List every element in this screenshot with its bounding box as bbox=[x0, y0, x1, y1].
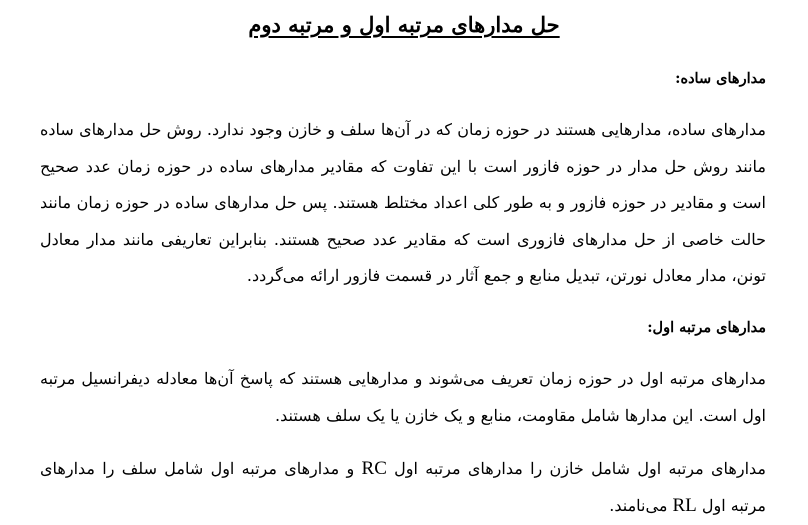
rc-term: RC bbox=[361, 458, 387, 479]
paragraph-rc-rl-circuits bbox=[40, 451, 766, 524]
paragraph-simple-circuits: مدارهای ساده، مدارهایی هستند در حوزه زمان که در آن‌ها سلف و خازن وجود ندارد. روش حل مدارهای ساده مانند روش حل مدار در حوزه فازور است با این تفاوت که مقادیر مدارهای ساده در حوزه زمان عدد صحیح است و مقادیر در حوزه فازور و به طور کلی اعداد مختلط هستند. پس حل مدارهای ساده در حوزه زمان مانند حالت خاصی از حل مدارهای فازوری است که مقادیر عدد صحیح هستند. بنابراین تعاریفی مانند مدار معادل تونن، مدار معادل نورتن، تبدیل منابع و جمع آثار در قسمت فازور ارائه می‌گردد. bbox=[40, 120, 766, 285]
rc-rl-text-part-1: مدارهای مرتبه اول شامل خازن را مدارهای مرتبه اول bbox=[394, 459, 766, 478]
document-title: حل مدارهای مرتبه اول و مرتبه دوم bbox=[248, 12, 560, 37]
section-heading-first-order-circuits: مدارهای مرتبه اول: bbox=[647, 319, 766, 336]
paragraph-first-order-definition: مدارهای مرتبه اول در حوزه زمان تعریف می‌شوند و مدارهایی هستند که پاسخ آن‌ها معادله دیفرانسیل مرتبه اول است. این مدارها شامل مقاومت، منابع و یک خازن یا یک سلف هستند. bbox=[40, 369, 766, 425]
rc-rl-text-part-3: می‌نامند. bbox=[609, 495, 668, 515]
rc-rl-text-part-2: و مدارهای مرتبه اول شامل سلف را مدارهای مرتبه اول bbox=[40, 459, 766, 515]
rl-term: RL bbox=[672, 494, 697, 516]
section-heading-simple-circuits: مدارهای ساده: bbox=[675, 70, 766, 87]
